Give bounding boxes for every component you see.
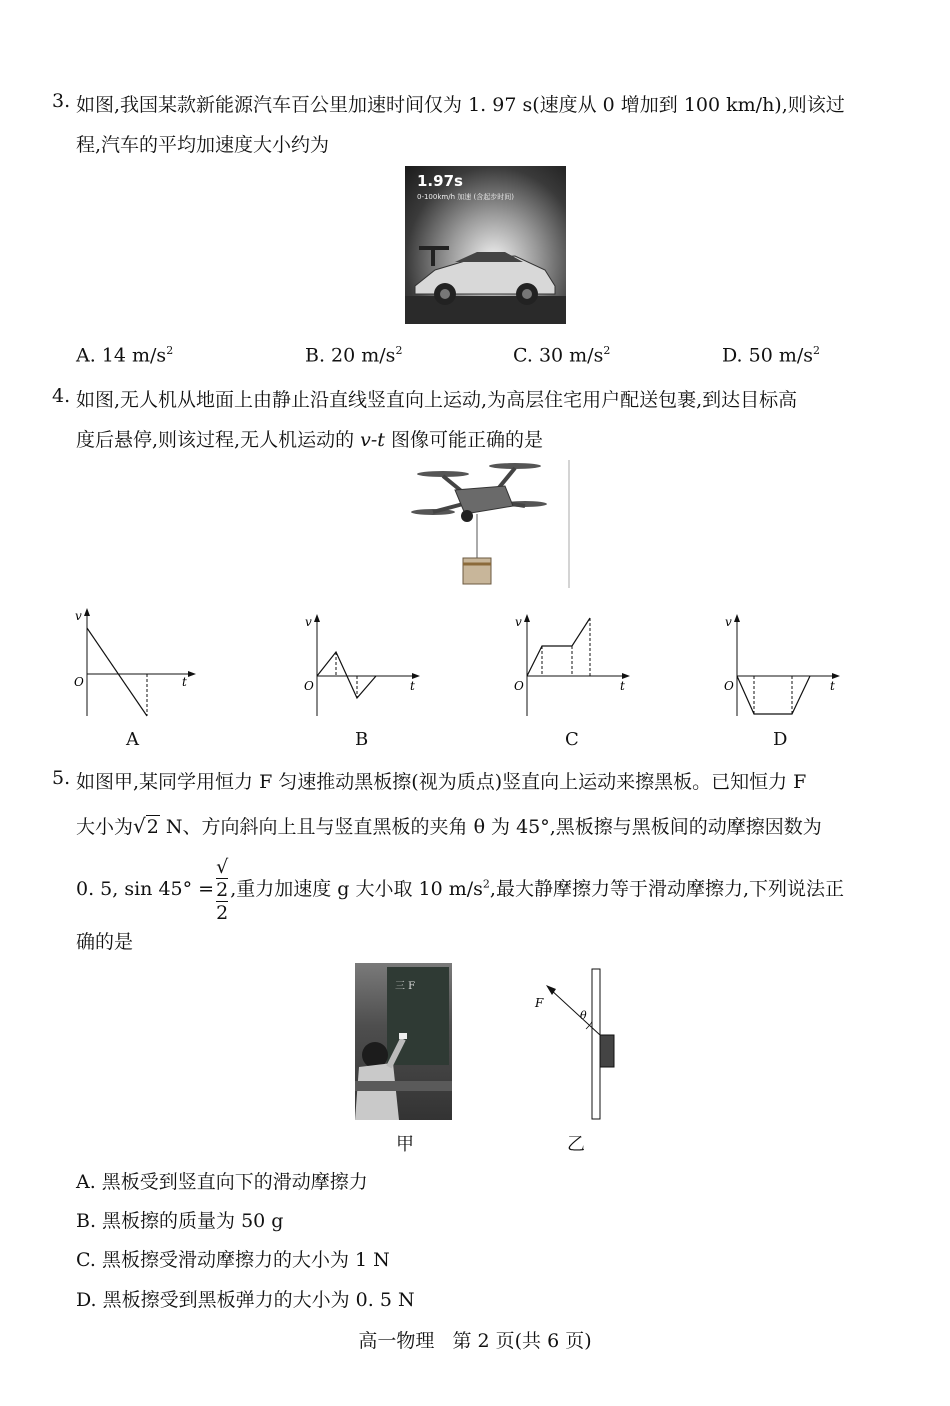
page-footer: 高一物理 第 2 页(共 6 页) [358, 1330, 592, 1352]
q4-text-line2: 度后悬停,则该过程,无人机运动的 v-t 图像可能正确的是 [76, 429, 543, 451]
graph-a-line [87, 628, 147, 716]
q3-option-d: D. 50 $m/s^2$ [722, 344, 821, 367]
eraser [600, 1035, 614, 1067]
q5-text-line2: 大小为√2 N、方向斜向上且与竖直黑板的夹角 θ 为 45°,黑板擦与黑板间的动摩擦因数为 [76, 814, 822, 838]
q4-text-line1: 如图,无人机从地面上由静止沿直线竖直向上运动,为高层住宅用户配送包裹,到达目标高 [76, 389, 798, 411]
graph-c-caption: C [565, 729, 579, 750]
student-silhouette [355, 963, 452, 1120]
q5-option-a: A. 黑板受到竖直向下的滑动摩擦力 [76, 1171, 368, 1193]
q5-option-d: D. 黑板擦受到黑板弹力的大小为 0. 5 N [76, 1289, 415, 1311]
graph-a-caption: A [126, 729, 139, 750]
q3-text-line1: 如图,我国某款新能源汽车百公里加速时间仅为 1. 97 s(速度从 0 增加到 100 km/h),则该过 [76, 94, 845, 116]
q5-text-line3: 0. 5, sin 45° = √ 2 2 ,重力加速度 g 大小取 10 $m/s^2$,最大静摩擦力等于滑动摩擦力,下列说法正 [76, 856, 844, 924]
graph-a-t-label: t [182, 675, 187, 689]
graph-c-line [527, 618, 590, 676]
q3-text-line2: 程,汽车的平均加速度大小约为 [76, 134, 330, 156]
q5-text-line4: 确的是 [76, 931, 134, 953]
q4-number: 4. [52, 385, 71, 407]
graph-d-origin: O [724, 679, 734, 693]
graph-a-origin: O [74, 675, 84, 689]
q5-force-diagram [530, 963, 630, 1123]
graph-c [512, 610, 642, 722]
graph-d [722, 610, 852, 722]
car-silhouette [405, 166, 566, 324]
force-label: F [535, 996, 544, 1010]
blackboard [592, 969, 600, 1119]
graph-d-v-label: v [725, 615, 732, 629]
graph-c-t-label: t [620, 679, 625, 693]
graph-b [302, 610, 432, 722]
graph-d-t-label: t [830, 679, 835, 693]
graph-c-origin: O [514, 679, 524, 693]
graph-c-v-label: v [515, 615, 522, 629]
q3-option-b: B. 20 $m/s^2$ [305, 344, 403, 367]
graph-b-origin: O [304, 679, 314, 693]
graph-d-caption: D [773, 729, 788, 750]
graph-b-line [317, 652, 376, 698]
graph-b-caption: B [355, 729, 369, 750]
q5-board-writing: 三 F [395, 981, 416, 992]
q5-fraction: √ 2 2 [216, 856, 229, 924]
q5-caption-yi: 乙 [567, 1134, 585, 1155]
q5-option-c: C. 黑板擦受滑动摩擦力的大小为 1 N [76, 1249, 390, 1271]
angle-label: θ [580, 1009, 587, 1022]
q5-caption-jia: 甲 [396, 1134, 414, 1155]
graph-d-line [737, 676, 810, 714]
q5-option-b: B. 黑板擦的质量为 50 g [76, 1210, 284, 1232]
graph-a [72, 604, 202, 722]
q3-option-a: A. 14 $m/s^2$ [76, 344, 174, 367]
q5-number: 5. [52, 767, 71, 789]
drone-figure [405, 460, 575, 590]
q5-photo-student [355, 963, 452, 1120]
q3-photo-time: 1.97s [417, 172, 463, 190]
graph-b-t-label: t [410, 679, 415, 693]
q3-number: 3. [52, 90, 71, 112]
q3-car-photo [405, 166, 566, 324]
graph-b-v-label: v [305, 615, 312, 629]
q5-text-line1: 如图甲,某同学用恒力 F 匀速推动黑板擦(视为质点)竖直向上运动来擦黑板。已知恒力 F [76, 771, 807, 793]
graph-a-v-label: v [75, 609, 82, 623]
q3-option-c: C. 30 $m/s^2$ [513, 344, 611, 367]
q3-photo-subtitle: 0-100km/h 加速 (含起步时间) [417, 193, 514, 201]
